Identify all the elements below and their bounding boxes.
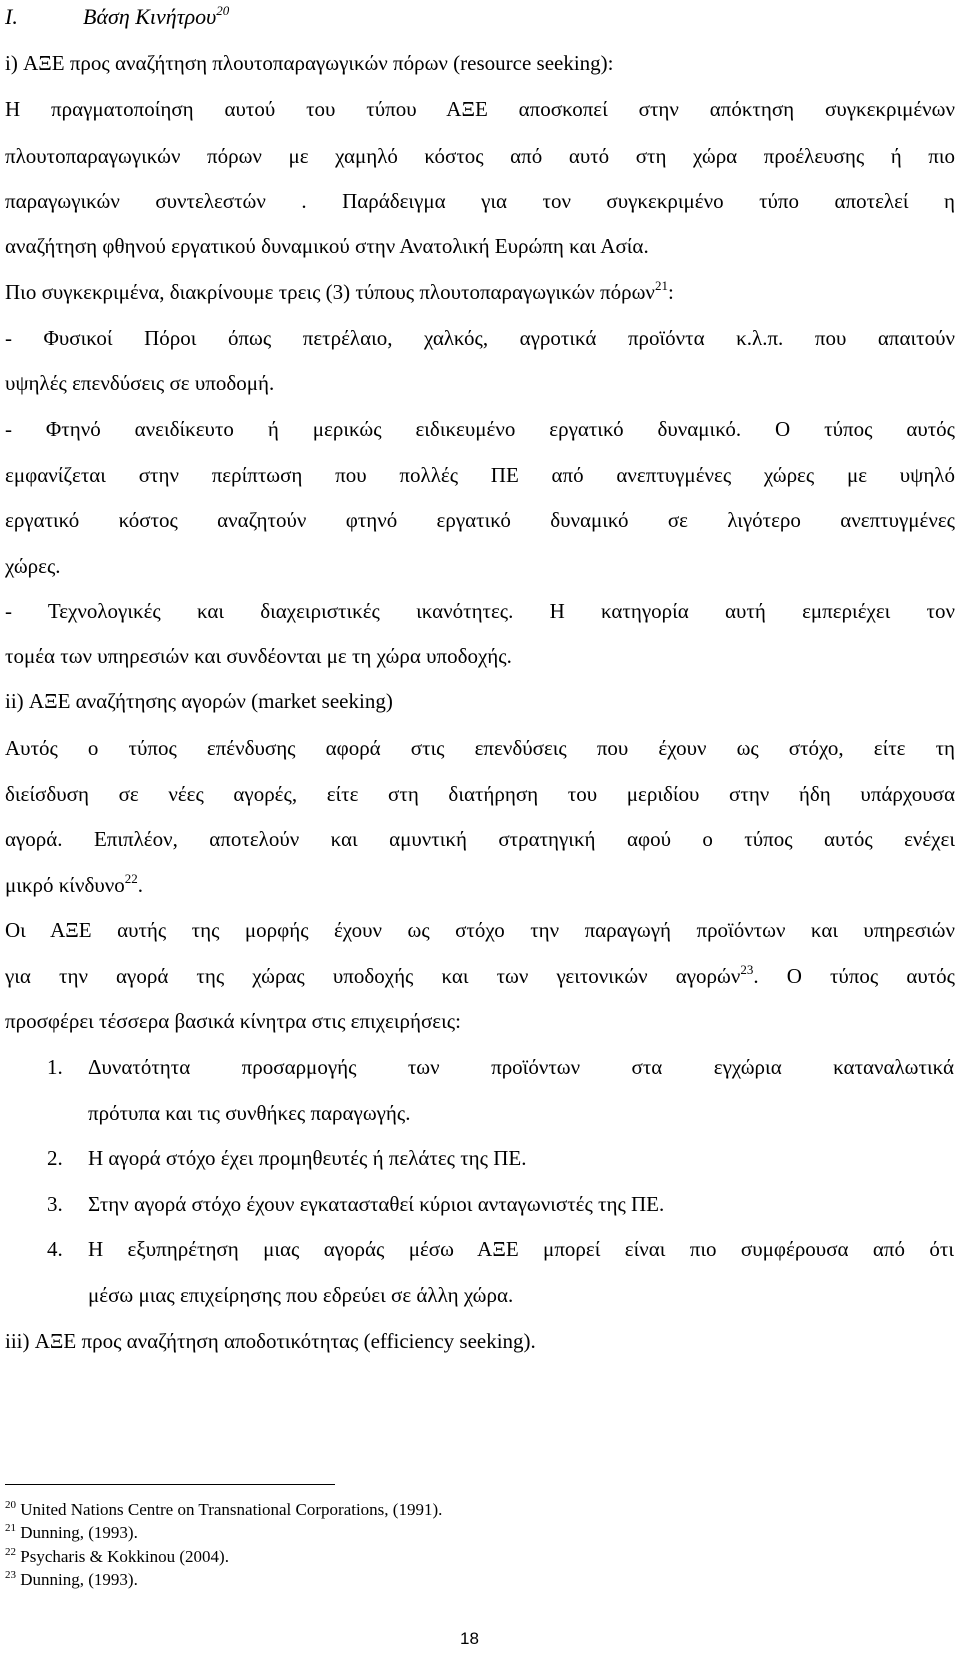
paragraph-text: για την αγορά της χώρας υποδοχής και των γειτονικών αγορών [5, 964, 741, 988]
footnote-ref: 20 [216, 3, 230, 18]
paragraph-line [5, 872, 955, 898]
list-item-line: Η αγορά στόχο έχει προμηθευτές ή πελάτες της ΠΕ. [88, 1146, 527, 1170]
list-number: 3. [47, 1192, 63, 1216]
footnote-ref: 22 [124, 871, 138, 886]
footnote-number: 21 [5, 1522, 16, 1534]
bullet-line: εμφανίζεται στην περίπτωση που πολλές ΠΕ από ανεπτυγμένες χώρες με υψηλό [5, 463, 955, 487]
list-number: 1. [47, 1055, 63, 1079]
types-intro-end: : [667, 280, 674, 304]
list-number: 2. [47, 1146, 63, 1170]
footnote-text: Dunning, (1993). [20, 1570, 138, 1589]
paragraph-line: παραγωγικών συντελεστών . Παράδειγμα για τον συγκεκριμένο τύπο αποτελεί η [5, 189, 955, 213]
footnote-ref: 21 [654, 278, 668, 293]
subsection-title: iii) ΑΞΕ προς αναζήτηση αποδοτικότητας (efficiency seeking). [5, 1329, 536, 1353]
paragraph-line: αναζήτηση φθηνού εργατικού δυναμικού στην Ανατολική Ευρώπη και Ασία. [5, 234, 649, 258]
list-item-line: μέσω μιας επιχείρησης που εδρεύει σε άλλη χώρα. [88, 1283, 514, 1307]
paragraph-line: πλουτοπαραγωγικών πόρων με χαμηλό κόστος από αυτό στη χώρα προέλευσης ή πιο [5, 144, 955, 168]
types-intro-text: Πιο συγκεκριμένα, διακρίνουμε τρεις (3) τύπους πλουτοπαραγωγικών πόρων [5, 280, 655, 304]
bullet-line: - Τεχνολογικές και διαχειριστικές ικανότητες. Η κατηγορία αυτή εμπεριέχει τον [5, 599, 955, 623]
heading-title: Βάση Κινήτρου [83, 4, 217, 29]
paragraph-line [5, 279, 955, 305]
bullet-line: - Φτηνό ανειδίκευτο ή μερικώς ειδικευμένο εργατικό δυναμικό. Ο τύπος αυτός [5, 417, 955, 441]
footnote [5, 1522, 138, 1544]
heading-number: I. [5, 4, 18, 29]
footnote-text: Psycharis & Kokkinou (2004). [20, 1547, 229, 1566]
paragraph-text: . [137, 873, 143, 897]
footnote [5, 1499, 442, 1521]
bullet-line: - Φυσικοί Πόροι όπως πετρέλαιο, χαλκός, αγροτικά προϊόντα κ.λ.π. που απαιτούν [5, 326, 955, 350]
bullet-line: χώρες. [5, 554, 61, 578]
list-item-line: Η εξυπηρέτηση μιας αγοράς μέσω ΑΞΕ μπορεί είναι πιο συμφέρουσα από ότι [88, 1237, 954, 1261]
paragraph-text: μικρό κίνδυνο [5, 873, 125, 897]
bullet-line: υψηλές επενδύσεις σε υποδομή. [5, 371, 275, 395]
paragraph-line: προσφέρει τέσσερα βασικά κίνητρα στις επιχειρήσεις: [5, 1009, 461, 1033]
footnote-ref: 23 [740, 962, 754, 977]
paragraph-line: Αυτός ο τύπος επένδυσης αφορά στις επενδύσεις που έχουν ως στόχο, είτε τη [5, 736, 955, 760]
list-item-line: Στην αγορά στόχο έχουν εγκατασταθεί κύριοι ανταγωνιστές της ΠΕ. [88, 1192, 665, 1216]
footnote-number: 22 [5, 1546, 16, 1558]
footnote-separator [5, 1484, 335, 1485]
footnote-text: Dunning, (1993). [20, 1523, 138, 1542]
paragraph-line: αγορά. Επιπλέον, αποτελούν και αμυντική στρατηγική αφού ο τύπος αυτός ενέχει [5, 827, 955, 851]
list-number: 4. [47, 1237, 63, 1261]
page-number: 18 [460, 1629, 479, 1648]
bullet-line: εργατικό κόστος αναζητούν φτηνό εργατικό δυναμικό σε λιγότερο ανεπτυγμένες [5, 508, 955, 532]
paragraph-line: Οι ΑΞΕ αυτής της μορφής έχουν ως στόχο την παραγωγή προϊόντων και υπηρεσιών [5, 918, 955, 942]
footnote [5, 1546, 229, 1568]
paragraph-line: Η πραγματοποίηση αυτού του τύπου ΑΞΕ αποσκοπεί στην απόκτηση συγκεκριμένων [5, 97, 955, 121]
list-item-line: Δυνατότητα προσαρμογής των προϊόντων στα εγχώρια καταναλωτικά [88, 1055, 954, 1079]
footnote-number: 20 [5, 1499, 16, 1511]
subsection-title: i) ΑΞΕ προς αναζήτηση πλουτοπαραγωγικών πόρων (resource seeking): [5, 51, 614, 75]
bullet-line: τομέα των υπηρεσιών και συνδέονται με τη χώρα υποδοχής. [5, 644, 512, 668]
paragraph-line: διείσδυση σε νέες αγορές, είτε στη διατήρηση του μεριδίου στην ήδη υπάρχουσα [5, 782, 955, 806]
list-item-line: πρότυπα και τις συνθήκες παραγωγής. [88, 1101, 411, 1125]
footnote-text: United Nations Centre on Transnational Corporations, (1991). [20, 1500, 443, 1519]
section-heading [5, 2, 229, 32]
footnote [5, 1569, 138, 1591]
paragraph-text: . Ο τύπος αυτός [753, 964, 955, 988]
paragraph-line [5, 963, 955, 989]
footnote-number: 23 [5, 1569, 16, 1581]
subsection-title: ii) ΑΞΕ αναζήτησης αγορών (market seeking) [5, 689, 393, 713]
